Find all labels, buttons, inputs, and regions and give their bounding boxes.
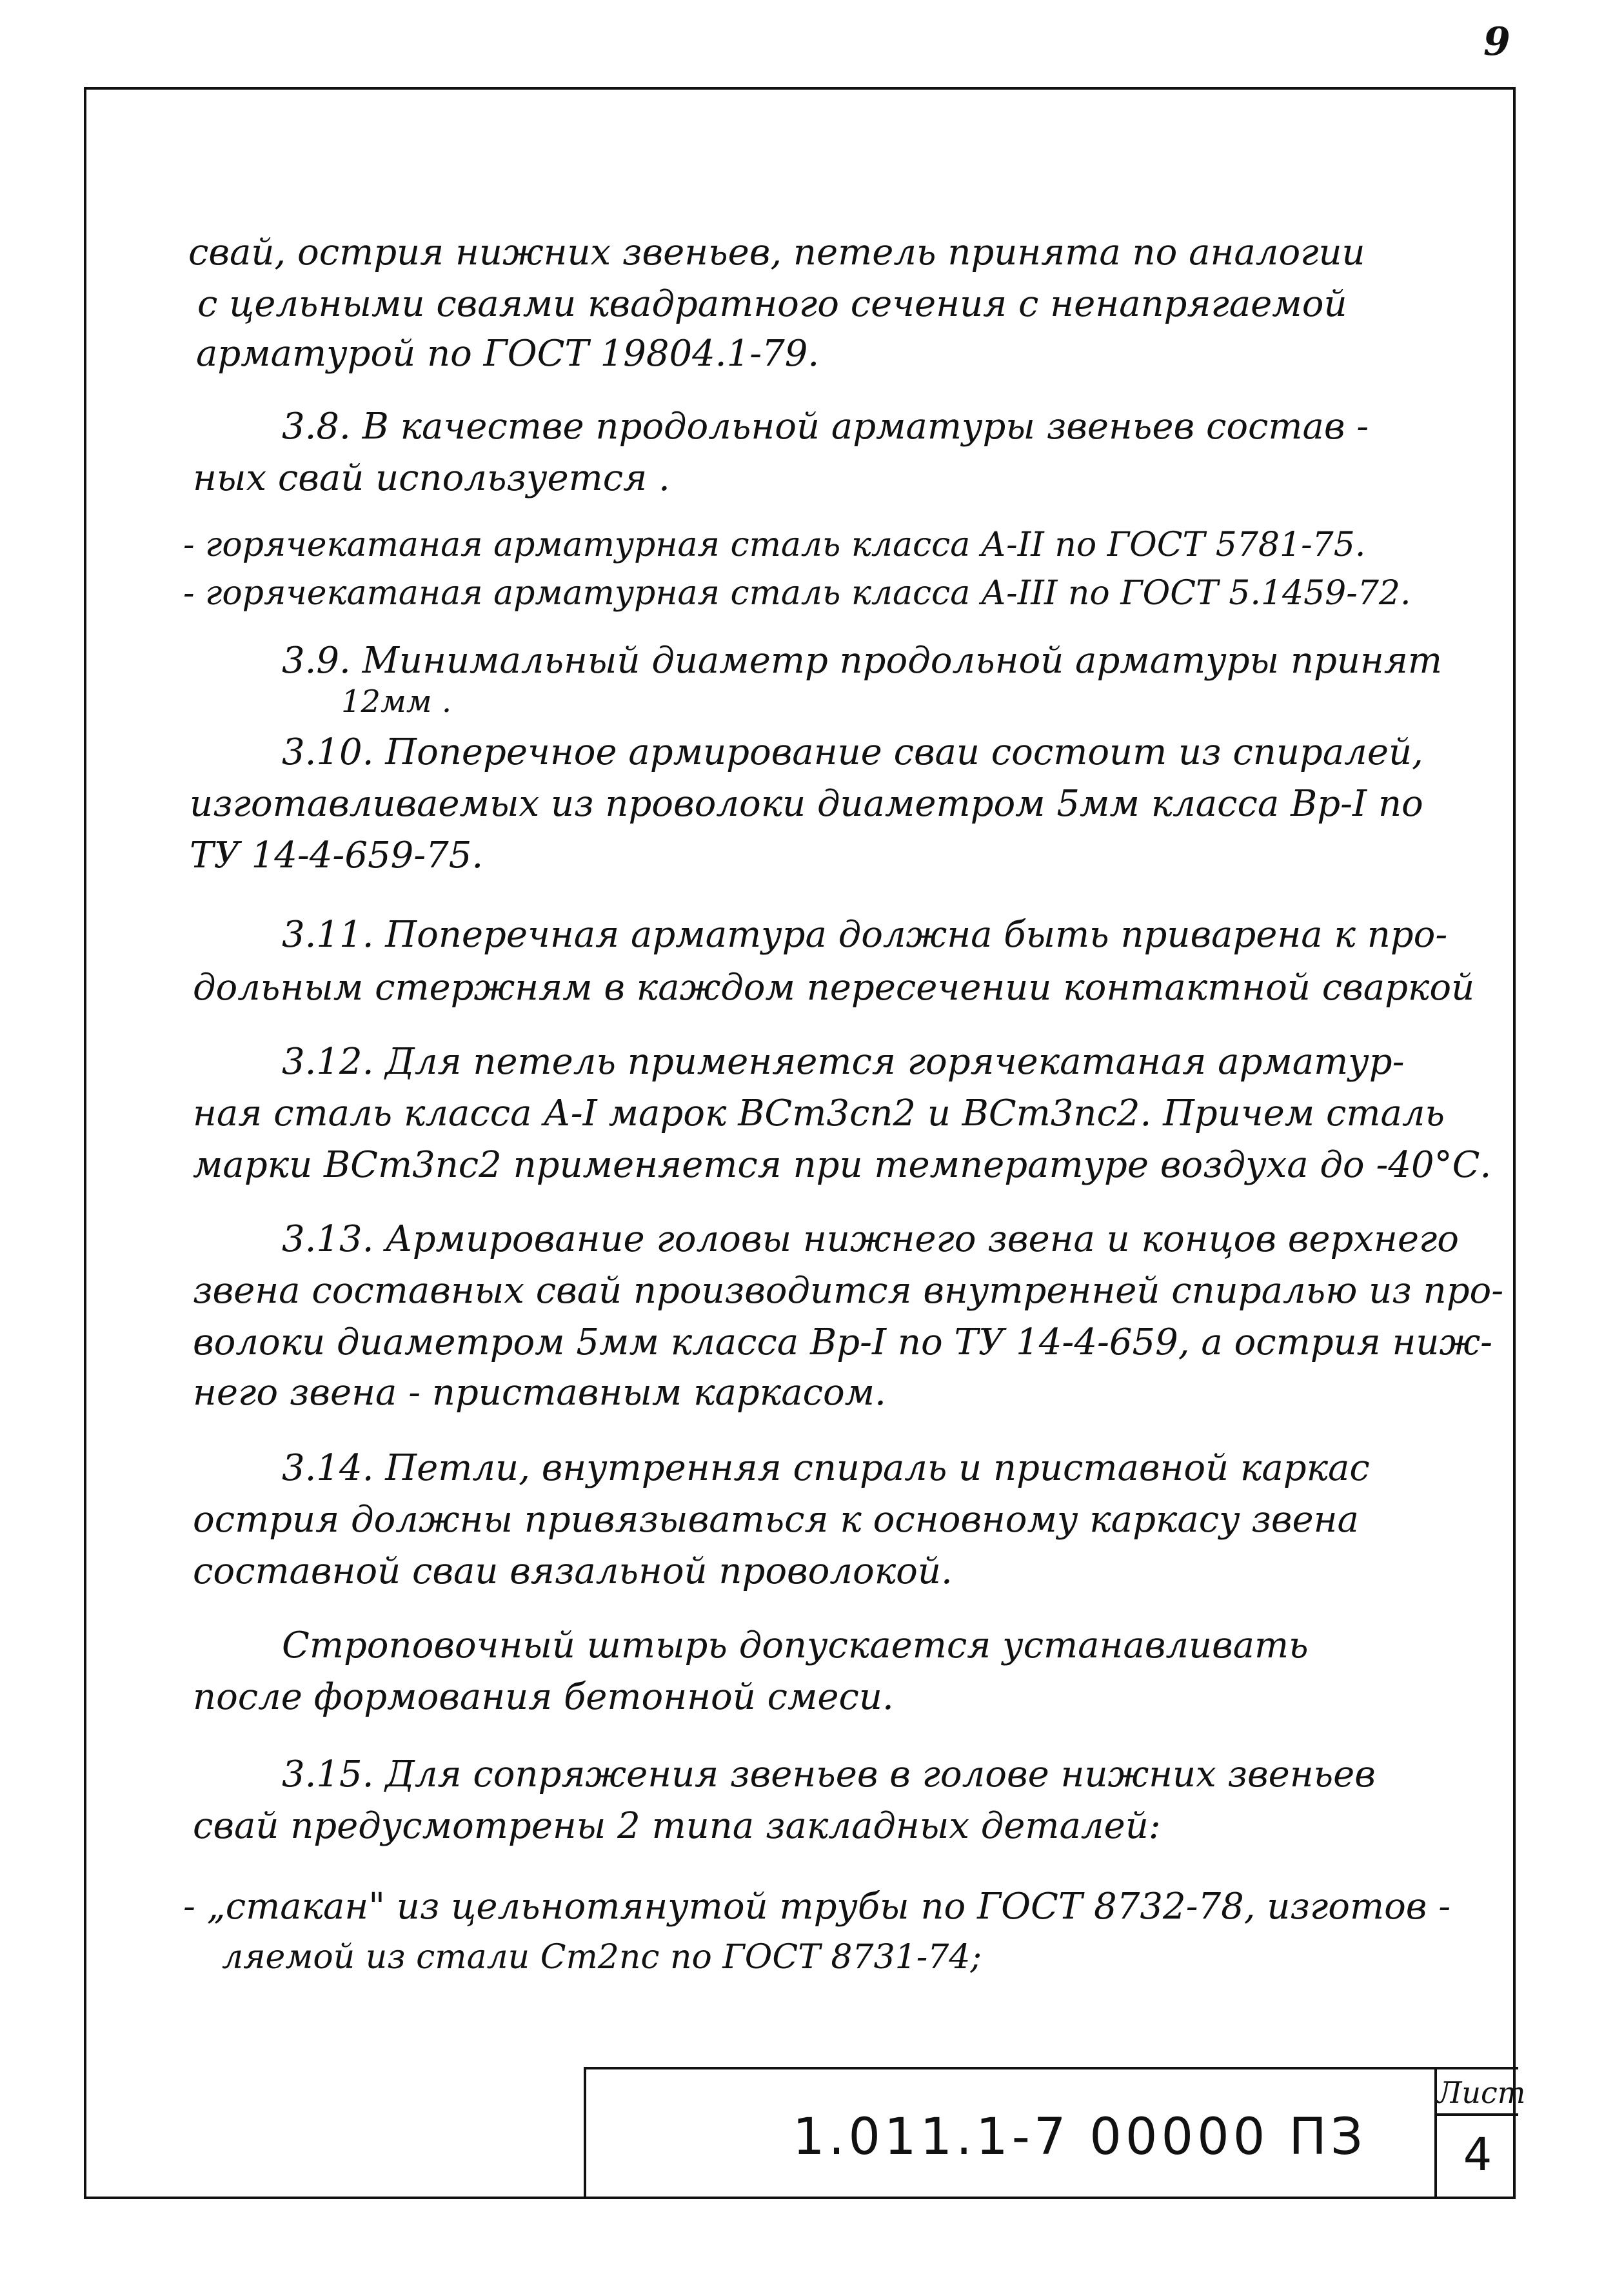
text-line: свай, острия нижних звеньев, петель принята по аналогии xyxy=(188,232,1365,273)
sheet-cell xyxy=(1434,2069,1526,2199)
text-line: изготавливаемых из проволоки диаметром 5мм класса Вр-I по xyxy=(190,783,1423,825)
text-line: 3.10. Поперечное армирование сваи состоит из спиралей, xyxy=(282,731,1423,773)
text-line: марки ВСт3пс2 применяется при температуре воздуха до -40°С. xyxy=(193,1144,1492,1186)
text-line: - горячекатаная арматурная сталь класса А-II по ГОСТ 5781-75. xyxy=(183,526,1366,564)
text-line: арматурой по ГОСТ 19804.1-79. xyxy=(196,333,820,375)
page-number: 9 xyxy=(1483,19,1510,64)
text-line: волоки диаметром 5мм класса Вр-I по ТУ 14-4-659, а острия ниж- xyxy=(193,1321,1493,1363)
text-line: - горячекатаная арматурная сталь класса А-III по ГОСТ 5.1459-72. xyxy=(183,574,1411,613)
text-line: ная сталь класса А-I марок ВСт3сп2 и ВСт3пс2. Причем сталь xyxy=(193,1092,1445,1134)
text-line: острия должны привязываться к основному каркасу звена xyxy=(193,1499,1359,1541)
text-line: него звена - приставным каркасом. xyxy=(193,1372,886,1414)
text-line: Строповочный штырь допускается устанавливать xyxy=(282,1624,1309,1666)
document-code: 1.011.1-7 00000 ПЗ xyxy=(793,2108,1367,2166)
text-line: 3.11. Поперечная арматура должна быть приварена к про- xyxy=(282,914,1448,956)
text-line: с цельными сваями квадратного сечения с ненапрягаемой xyxy=(197,283,1347,325)
text-line: ляемой из стали Ст2пс по ГОСТ 8731-74; xyxy=(222,1938,982,1977)
text-line: 3.13. Армирование головы нижнего звена и концов верхнего xyxy=(282,1218,1459,1260)
text-line: - „стакан" из цельнотянутой трубы по ГОСТ 8732-78, изготов - xyxy=(183,1886,1451,1928)
sheet-number: 4 xyxy=(1463,2128,1492,2181)
title-block-stamp xyxy=(584,2067,1526,2199)
text-line: дольным стержням в каждом пересечении контактной сваркой xyxy=(193,967,1475,1009)
text-line: 12мм . xyxy=(341,684,452,720)
text-line: 3.15. Для сопряжения звеньев в голове нижних звеньев xyxy=(282,1753,1376,1795)
text-line: составной сваи вязальной проволокой. xyxy=(193,1550,953,1592)
page-frame xyxy=(84,87,1516,2199)
sheet-label: Лист xyxy=(1437,2069,1518,2116)
text-line: ных свай используется . xyxy=(193,457,670,499)
text-line: 3.9. Минимальный диаметр продольной арматуры принят xyxy=(282,640,1442,682)
text-line: после формования бетонной смеси. xyxy=(193,1676,894,1718)
text-line: 3.12. Для петель применяется горячекатаная арматур- xyxy=(282,1041,1405,1083)
text-line: ТУ 14-4-659-75. xyxy=(190,834,484,876)
text-line: 3.8. В качестве продольной арматуры звеньев состав - xyxy=(282,406,1369,448)
text-line: 3.14. Петли, внутренняя спираль и приставной каркас xyxy=(282,1447,1370,1489)
text-line: свай предусмотрены 2 типа закладных деталей: xyxy=(193,1805,1161,1847)
text-line: звена составных свай производится внутренней спиралью из про- xyxy=(193,1270,1504,1312)
